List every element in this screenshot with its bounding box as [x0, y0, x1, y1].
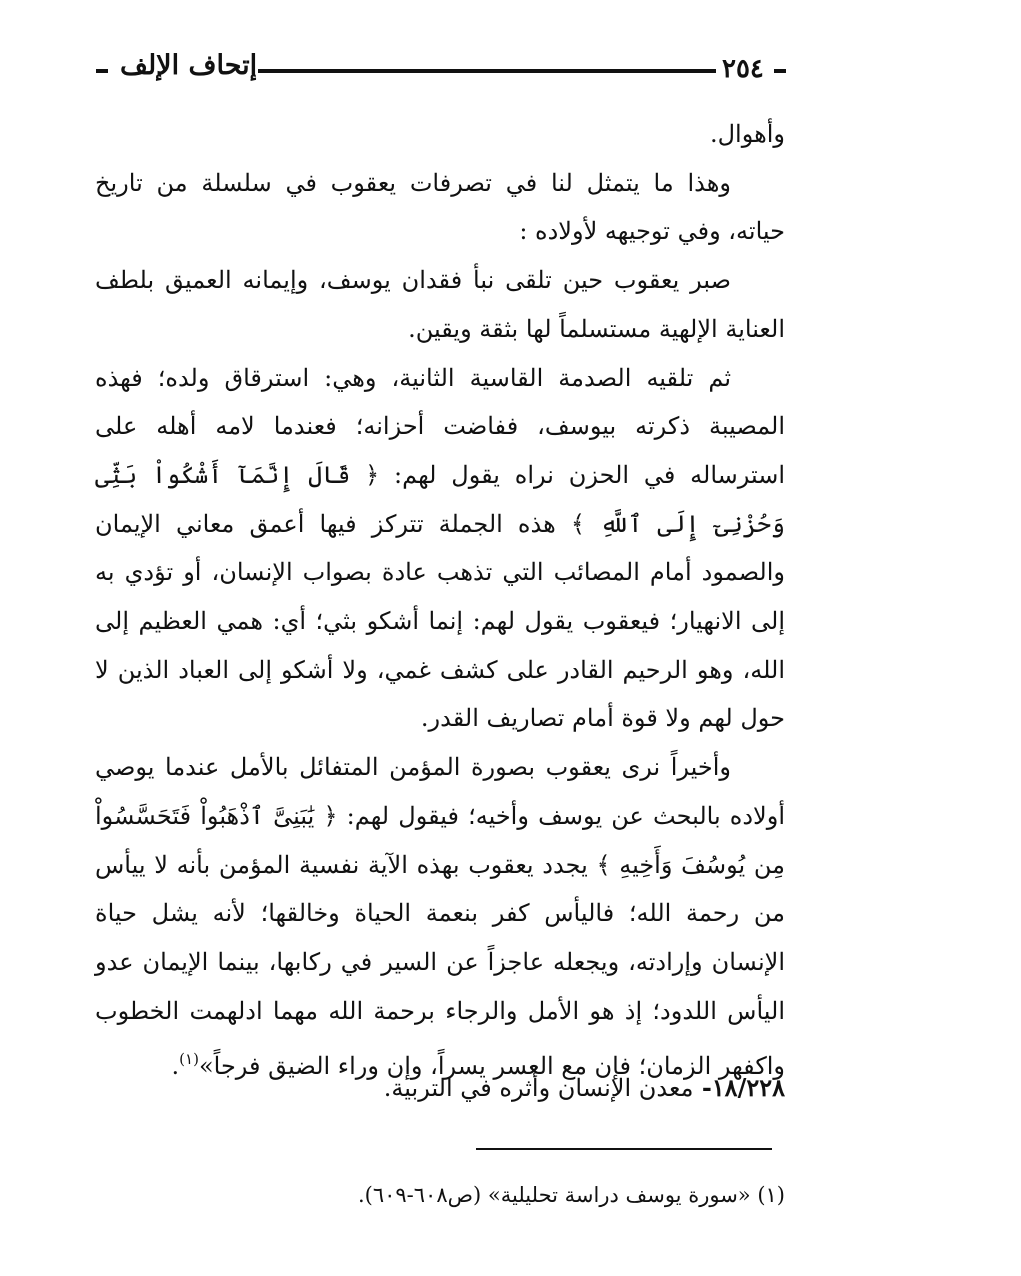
- paragraph-4: [95, 354, 785, 744]
- paragraph-4-continuation: هذه الجملة تتركز فيها أعمق معاني الإيمان والصمود أمام المصائب التي تذهب عادة بصواب الإنسان، أو تؤدي به إلى الانهيار؛ فيعقوب يقول لهم: إنما أشكو بثي؛ أي: همي العظيم إلى الله، وهو الرحيم القادر على كشف غمي، ولا أشكو إلى العباد الذين لا حول لهم ولا قوة أمام تصاريف القدر.: [95, 509, 786, 733]
- paragraph-3: صبر يعقوب حين تلقى نبأ فقدان يوسف، وإيمانه العميق بلطف العناية الإلهية مستسلماً لها بثقة ويقين.: [95, 266, 785, 343]
- paragraph-4-text: ثم تلقيه الصدمة القاسية الثانية، وهي: استرقاق ولده؛ فهذه المصيبة ذكرته بيوسف، ففاضت أحزانه؛ فعندما لامه أهله على استرساله في الحزن نراه يقول لهم:: [95, 363, 786, 489]
- entry-heading: [265, 1068, 785, 1108]
- page-number: ٢٥٤: [722, 54, 764, 84]
- main-text: [95, 110, 785, 1091]
- quran-verse-2: ﴿ يَٰبَنِىَّ ٱذْهَبُواْ فَتَحَسَّسُواْ مِن يُوسُفَ وَأَخِيهِ ﴾: [95, 801, 785, 879]
- paragraph-5-continuation: يجدد يعقوب بهذه الآية نفسية المؤمن بأنه لا ييأس من رحمة الله؛ فاليأس كفر بنعمة الحياة وخالقها؛ لأنه يشل حياة الإنسان وإرادته، ويجعله عاجزاً عن السير في ركابها، بينما الإيمان عدو اليأس اللدود؛ إذ هو الأمل والرجاء برحمة الله مهما ادلهمت الخطوب واكفهر الزمان؛ فإن مع العسر يسراً، وإن وراء الضيق فرجاً»: [95, 850, 785, 1081]
- entry-title: معدن الإنسان وأثره في التربية.: [383, 1074, 694, 1102]
- paragraph-1: وأهوال.: [709, 120, 785, 148]
- book-title: إتحاف الإلف: [120, 50, 258, 81]
- header-rule: [258, 69, 716, 73]
- entry-number: ١٨/٢٢٨-: [701, 1073, 785, 1102]
- paragraph-5-text: وأخيراً نرى يعقوب بصورة المؤمن المتفائل بالأمل عندما يوصي أولاده بالبحث عن يوسف وأخيه؛ فيقول لهم:: [95, 753, 785, 830]
- quran-verse-1: ﴿ قَالَ إِنَّمَآ أَشْكُواْ بَثِّى وَحُزْنِىٓ إِلَى ٱللَّهِ ﴾: [95, 460, 785, 538]
- footnote: (١) «سورة يوسف دراسة تحليلية» (ص٦٠٨-٦٠٩).: [357, 1183, 785, 1207]
- header-dash-left: [96, 69, 108, 73]
- closing-period: .: [171, 1052, 180, 1081]
- page-header: [96, 48, 786, 94]
- paragraph-5: [95, 743, 785, 1091]
- footnote-separator: [476, 1148, 772, 1150]
- paragraph-2: وهذا ما يتمثل لنا في تصرفات يعقوب في سلسلة من تاريخ حياته، وفي توجيهه لأولاده :: [95, 168, 785, 246]
- footnote-marker: (١): [179, 1050, 199, 1069]
- header-dash-right: [774, 69, 786, 73]
